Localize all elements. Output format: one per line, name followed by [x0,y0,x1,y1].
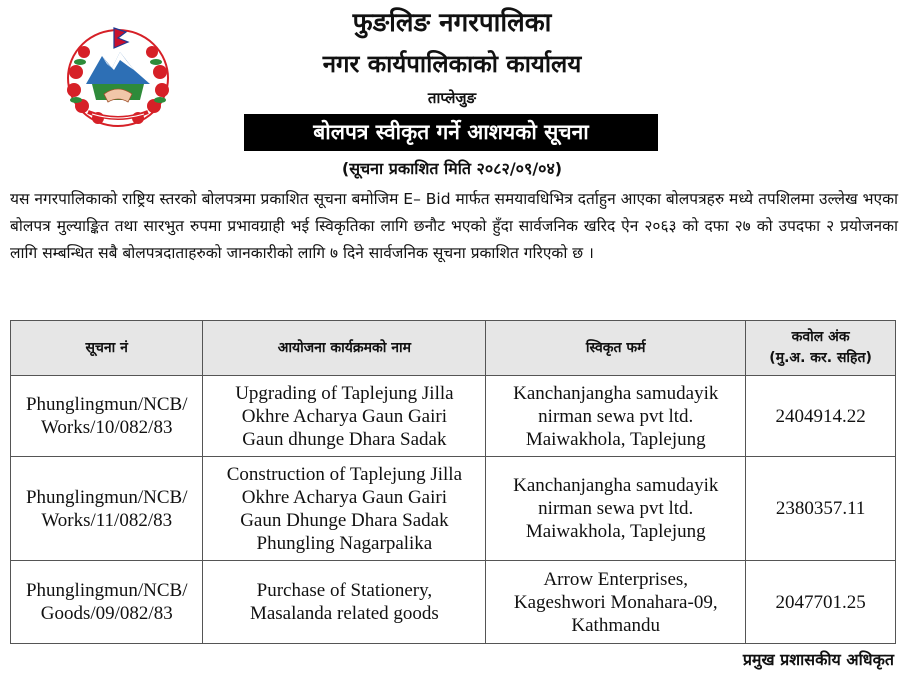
cell-notice-no [11,376,203,457]
cell-line: Purchase of Stationery, [256,580,433,601]
header-amount-line2: (मु.अ. कर. सहित) [769,350,872,366]
cell-project [203,376,486,457]
cell-line: Kanchanjangha samudayik [513,382,719,404]
cell-line: nirman sewa pvt ltd. [538,498,694,519]
cell-line: Works/11/082/83 [41,509,173,531]
table-row [11,561,896,644]
cell-line: Okhre Acharya Gaun Gairi [241,405,447,427]
header-notice-no: सूचना नं [11,321,203,376]
cell-firm [486,457,746,561]
cell-notice-no [11,457,203,561]
header-amount-line1: कवोल अंक [791,329,850,345]
cell-line: Goods/09/082/83 [40,603,173,624]
notice-title: बोलपत्र स्वीकृत गर्ने आशयको सूचना [244,114,658,151]
cell-firm [486,561,746,644]
table-row [11,457,896,561]
office-name: नगर कार्यपालिकाको कार्यालय [322,50,582,78]
table-header-row [11,321,896,376]
cell-line: Kageshwori Monahara-09, [513,591,718,613]
header-project-name: आयोजना कार्यक्रमको नाम [203,321,486,376]
award-table [10,320,896,644]
cell-amount: 2380357.11 [746,457,896,561]
cell-amount: 2047701.25 [746,561,896,644]
header-firm: स्विकृत फर्म [486,321,746,376]
cell-line: Phungling Nagarpalika [256,532,433,554]
cell-line: nirman sewa pvt ltd. [538,405,694,427]
cell-project [203,457,486,561]
cell-line: Kanchanjangha samudayik [513,475,719,496]
cell-project [203,561,486,644]
cell-line: Gaun Dhunge Dhara Sadak [240,509,449,531]
cell-line: Phunglingmun/NCB/ [25,486,188,508]
district-name: ताप्लेजुङ [427,89,477,107]
cell-line: Phunglingmun/NCB/ [25,580,188,601]
cell-line: Kathmandu [571,614,661,636]
notice-body: यस नगरपालिकाको राष्ट्रिय स्तरको बोलपत्रमा प्रकाशित सूचना बमोजिम E– Bid मार्फत समयावधिभित्र दर्ताहुन आएका बोलपत्रहरु मध्ये तपशिलमा उल्लेख भएका बोलपत्र मुल्याङ्कित तथा सारभुत रुपमा प्रभावग्राही भई स्विकृतिका लागि छनौट भएको हुँदा सार्वजनिक खरिद ऐन २०६३ को दफा २७ को उपदफा २ प्रयोजनका लागि सम्बन्धित सबै बोलपत्रदाताहरुको जानकारीको लागि ७ दिने सार्वजनिक सूचना प्रकाशित गरिएको छ । [10,190,898,262]
cell-line: Masalanda related goods [249,603,439,624]
cell-line: Maiwakhola, Taplejung [525,521,706,542]
header-amount [746,321,896,376]
cell-firm [486,376,746,457]
cell-line: Arrow Enterprises, [543,568,689,590]
cell-line: Works/10/082/83 [40,417,173,438]
cell-notice-no [11,561,203,644]
published-date: (सूचना प्रकाशित मिति २०८२/०९/०४) [341,159,563,178]
table-row [11,376,896,457]
signatory: प्रमुख प्रशासकीय अधिकृत [742,650,894,669]
cell-line: Phunglingmun/NCB/ [25,394,188,415]
cell-line: Upgrading of Taplejung Jilla [235,382,454,404]
municipality-name: फुङलिङ नगरपालिका [352,8,552,38]
cell-line: Construction of Taplejung Jilla [226,463,463,485]
cell-line: Gaun dhunge Dhara Sadak [242,428,447,450]
cell-amount: 2404914.22 [746,376,896,457]
cell-line: Maiwakhola, Taplejung [525,428,706,450]
cell-line: Okhre Acharya Gaun Gairi [241,486,447,508]
